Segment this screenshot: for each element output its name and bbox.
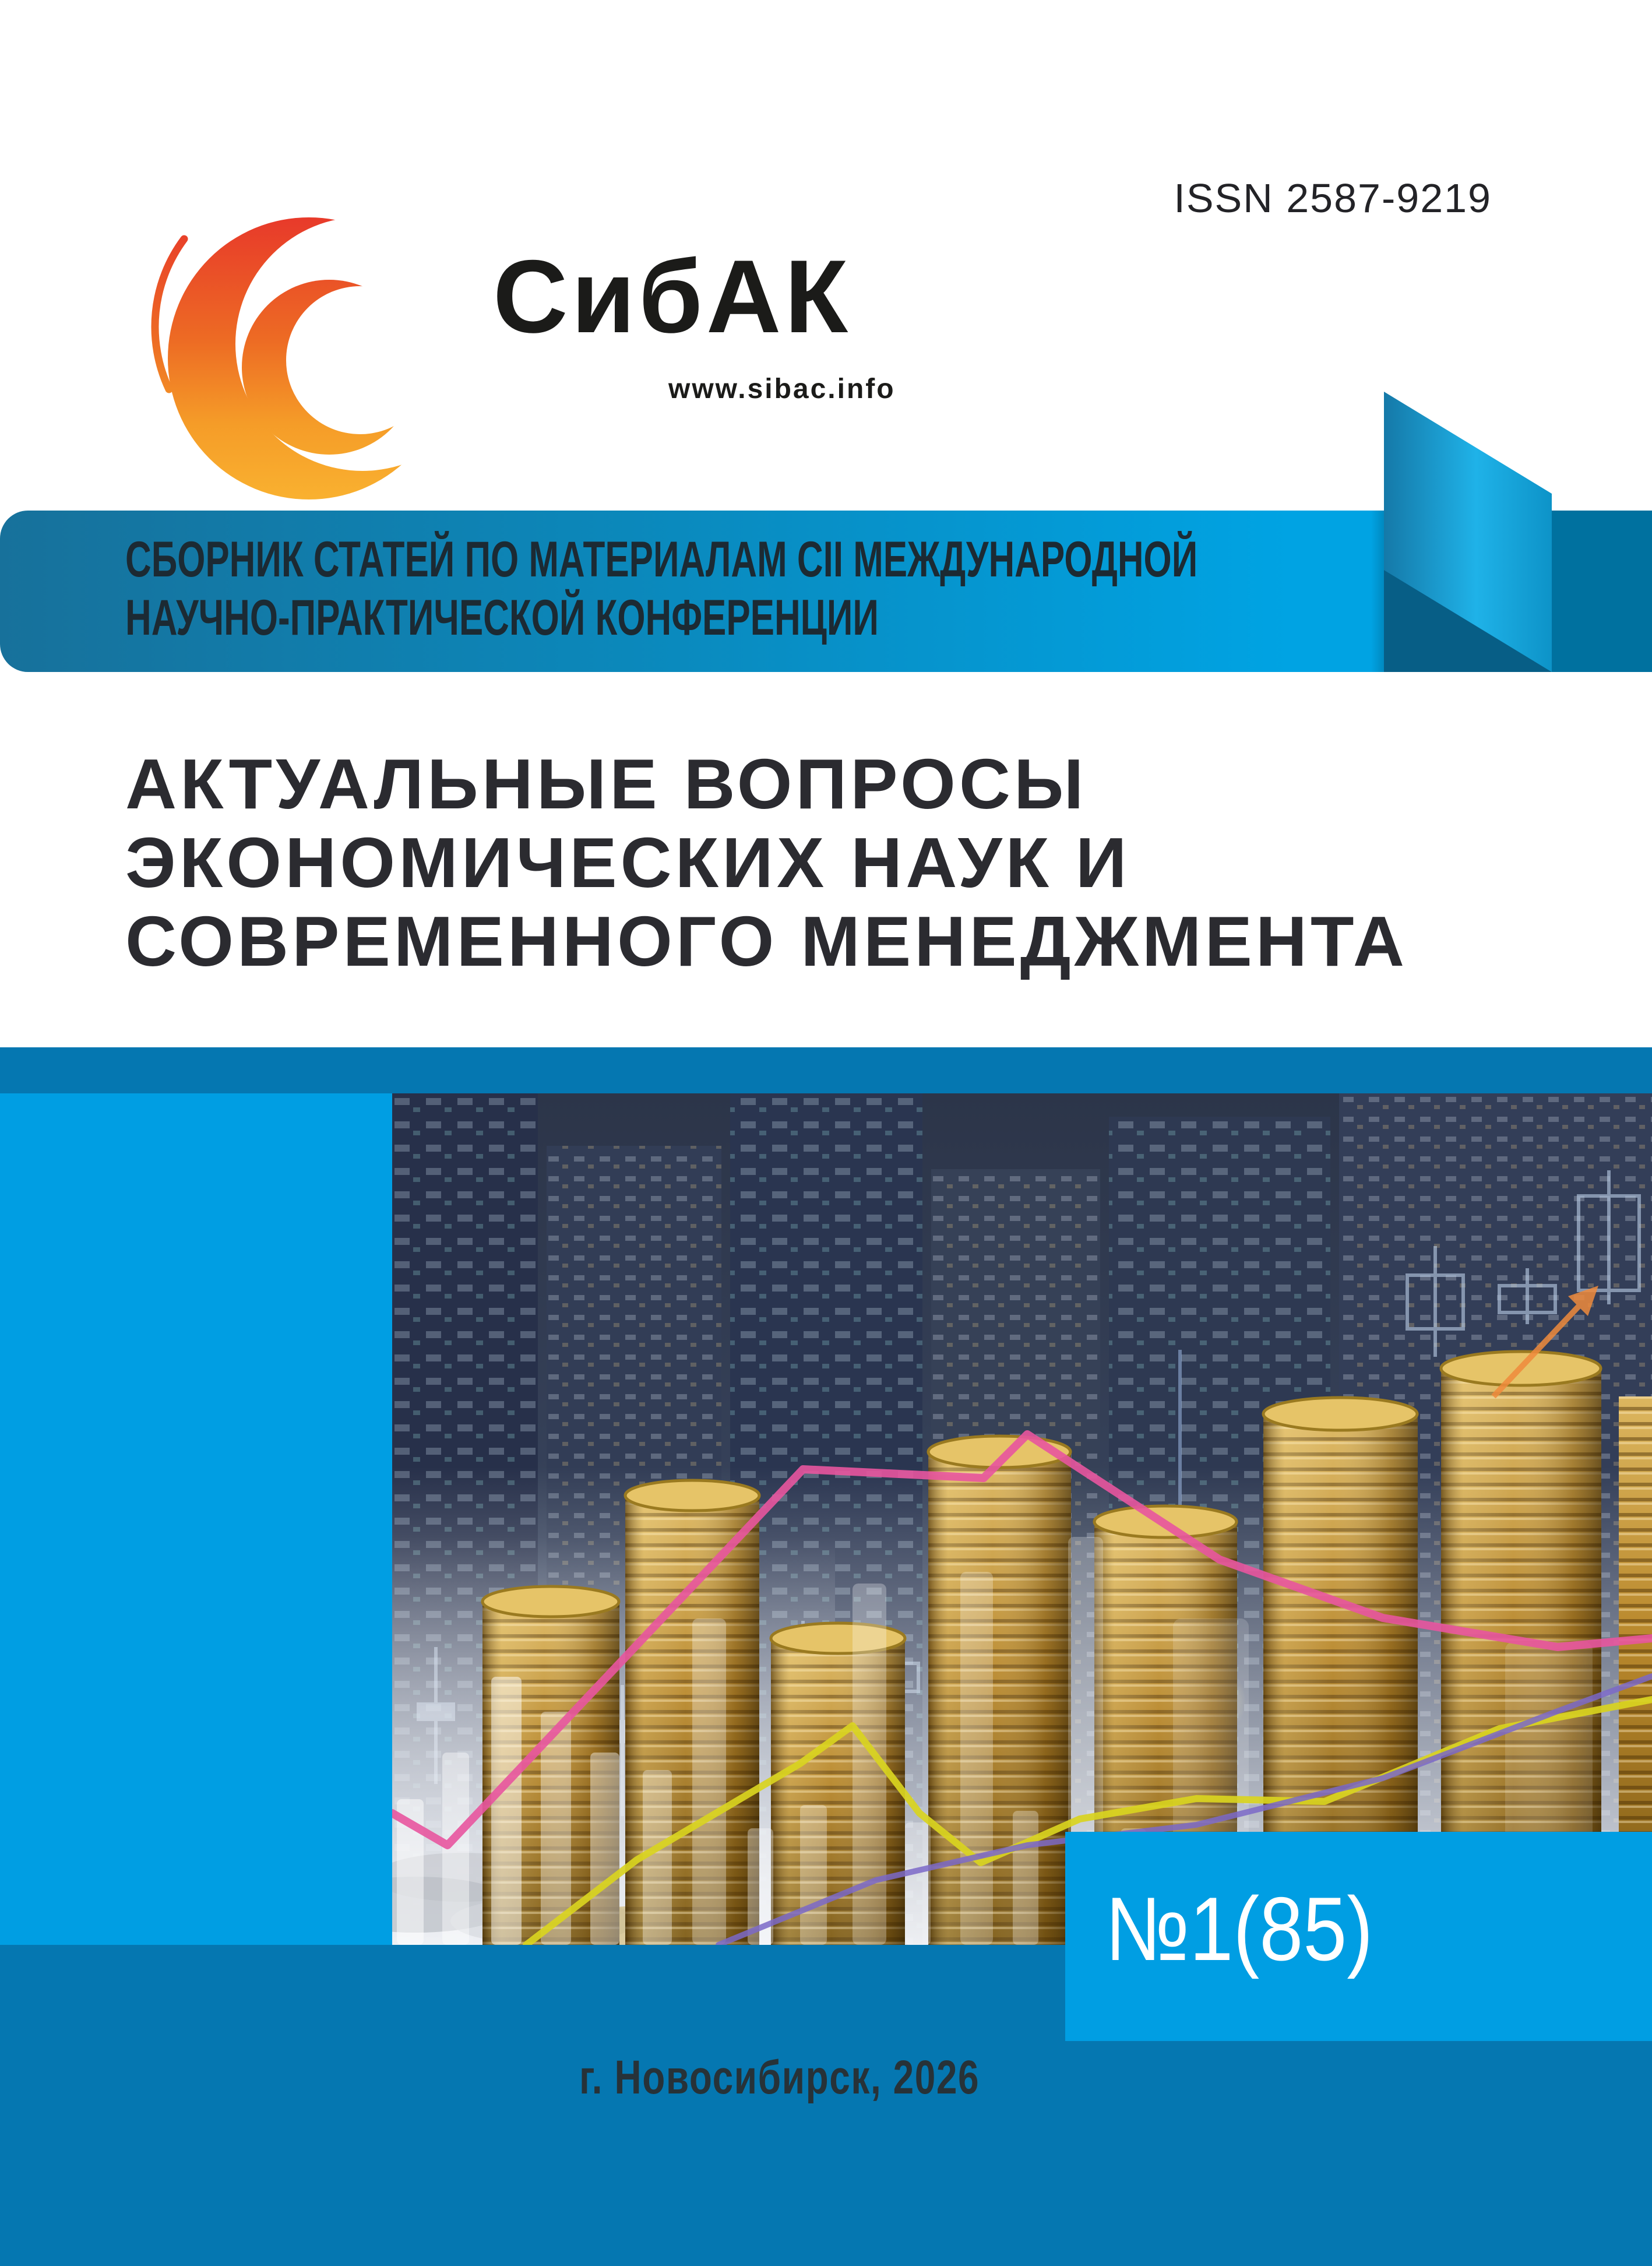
series-banner-line1: СБОРНИК СТАТЕЙ ПО МАТЕРИАЛАМ CII МЕЖДУНАРОДНОЙ bbox=[125, 532, 1198, 587]
issue-number: №1(85) bbox=[1105, 1878, 1373, 1979]
series-banner-text bbox=[125, 530, 1197, 647]
cover-title-line1: АКТУАЛЬНЫЕ ВОПРОСЫ bbox=[125, 744, 1087, 824]
issn-number: ISSN 2587-9219 bbox=[1174, 175, 1492, 221]
left-accent-panel bbox=[0, 1093, 392, 1945]
issue-badge bbox=[1065, 1832, 1652, 2041]
cover-photo bbox=[392, 1093, 1652, 1945]
series-banner-line2: НАУЧНО-ПРАКТИЧЕСКОЙ КОНФЕРЕНЦИИ bbox=[125, 590, 879, 646]
sibac-logo-icon bbox=[134, 192, 460, 519]
lower-panel bbox=[0, 1093, 1652, 2266]
publisher-website: www.sibac.info bbox=[668, 374, 896, 404]
cover-title-line2: ЭКОНОМИЧЕСКИХ НАУК И bbox=[125, 823, 1130, 902]
divider-stripe bbox=[0, 1047, 1652, 1093]
cover-title bbox=[125, 745, 1408, 981]
imprint-line: г. Новосибирск, 2026 bbox=[579, 2051, 980, 2104]
publisher-name: СибАК bbox=[493, 238, 852, 354]
ribbon-fold-icon bbox=[1384, 392, 1552, 672]
cover-title-line3: СОВРЕМЕННОГО МЕНЕДЖМЕНТА bbox=[125, 902, 1408, 981]
